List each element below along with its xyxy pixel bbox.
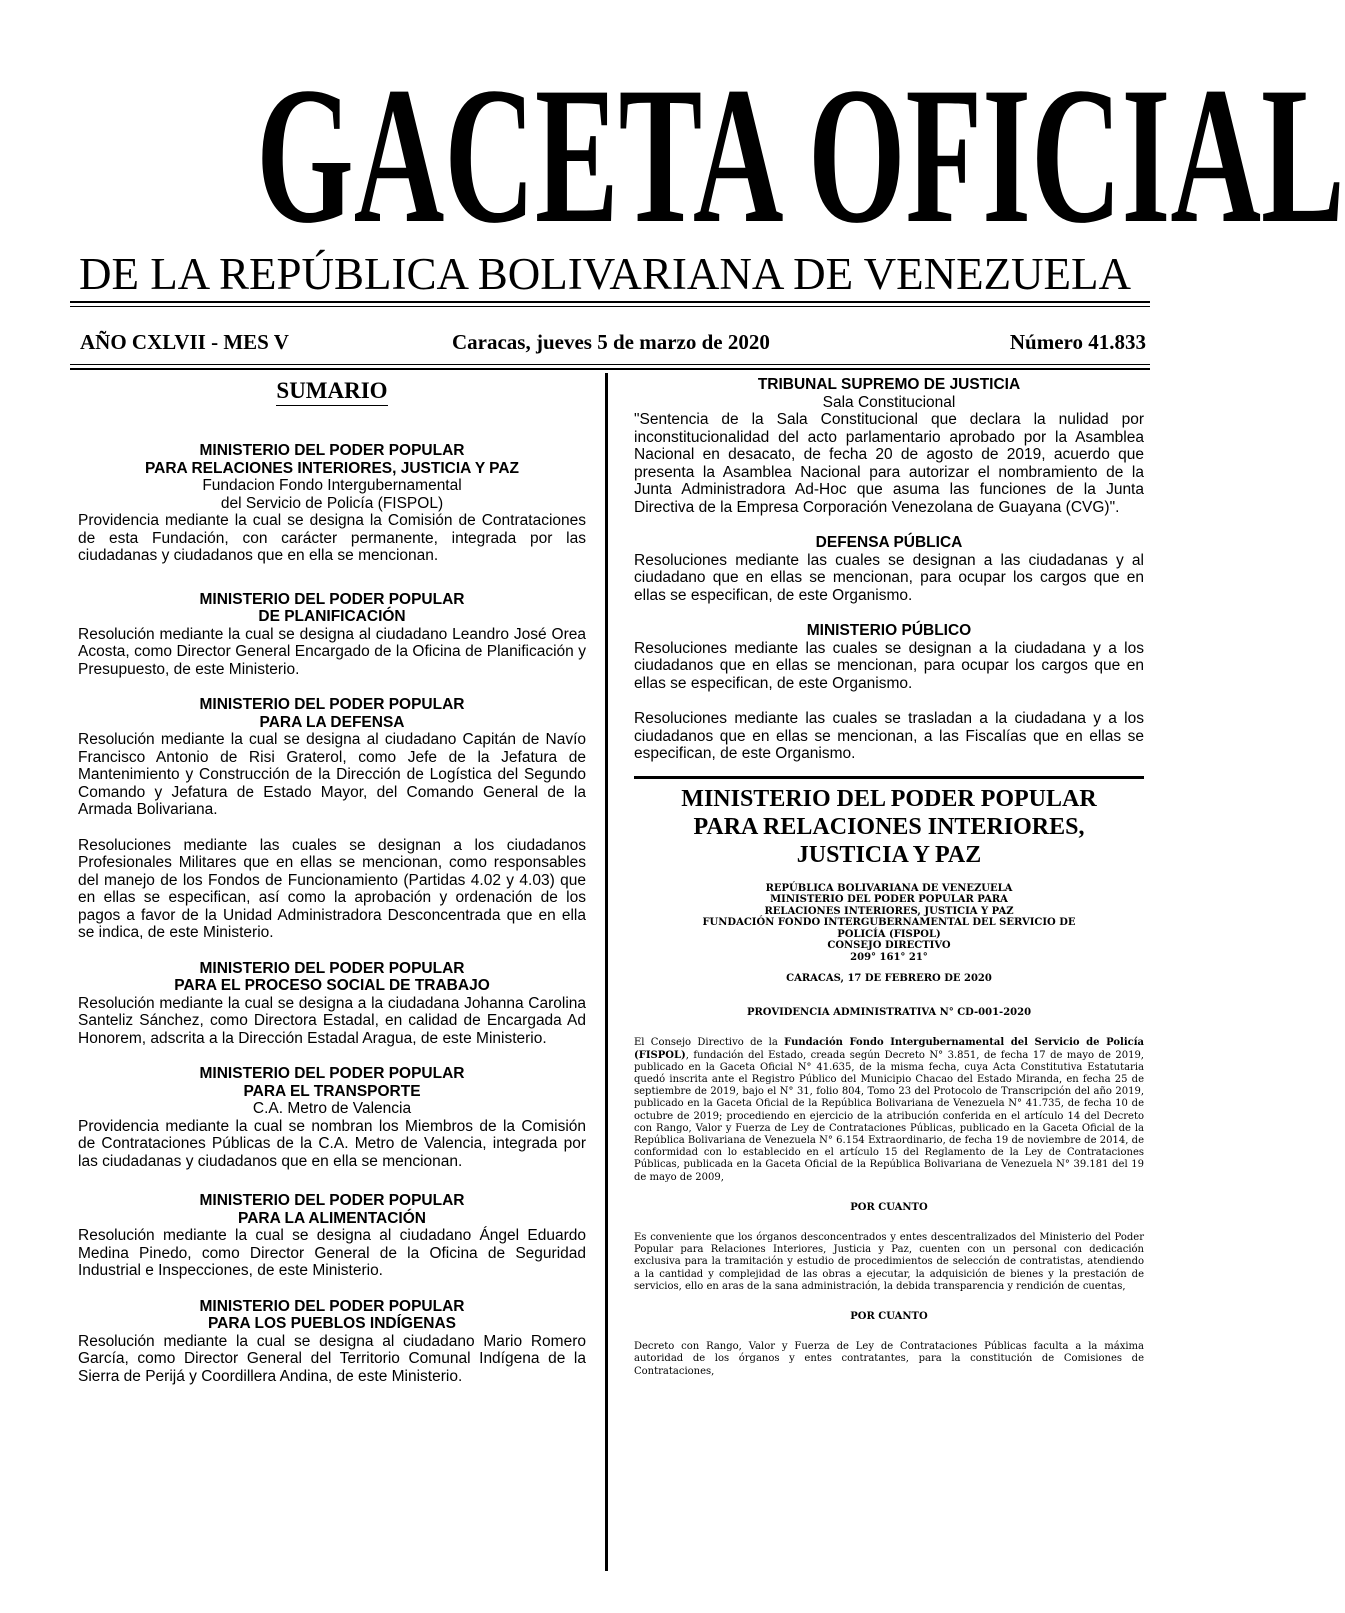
- section-heading: MINISTERIO DEL PODER POPULAR: [199, 1297, 465, 1315]
- section-text: "Sentencia de la Sala Constitucional que declara la nulidad por inconstitucionalidad del acto parlamentario aprobado por la Asamblea Nacional en desacato, de fecha 20 de agosto de 2019, acuerdo que presenta la Asamblea Nacional para autorizar el nombramiento de la Junta Administradora Ad-Hoc que asuma las funciones de la Junta Directiva de la Empresa Corporación Venezolana de Guayana (CVG)".: [634, 411, 1144, 516]
- section-text: Resolución mediante la cual se designa al ciudadano Ángel Eduardo Medina Pinedo, como Director General de la Oficina de Seguridad Industrial e Inspecciones, de este Ministerio.: [78, 1227, 586, 1279]
- section-subheading: del Servicio de Policía (FISPOL): [220, 494, 444, 512]
- header-rule-bottom: [70, 368, 1150, 370]
- section-subheading: Fundacion Fondo Intergubernamental: [202, 477, 462, 494]
- letterhead-line: REPÚBLICA BOLIVARIANA DE VENEZUELA: [765, 882, 1013, 894]
- header-rule-top: [70, 301, 1150, 303]
- section-heading: PARA LA ALIMENTACIÓN: [238, 1209, 426, 1227]
- section-heading: TRIBUNAL SUPREMO DE JUSTICIA: [757, 376, 1021, 393]
- summary-left-column: [78, 376, 586, 1398]
- issue-year-month: AÑO CXLVII - MES V: [80, 330, 289, 354]
- ministry-heading-line: JUSTICIA Y PAZ: [796, 841, 982, 868]
- summary-right-column: [634, 376, 1144, 1378]
- ministry-heading-line: PARA RELACIONES INTERIORES,: [693, 813, 1085, 840]
- masthead-subtitle: DE LA REPÚBLICA BOLIVARIANA DE VENEZUELA: [78, 249, 1132, 299]
- masthead-title: GACETA OFICIAL: [256, 47, 1345, 264]
- letterhead-line: 209° 161° 21°: [850, 951, 928, 963]
- summary-section: [78, 1298, 586, 1386]
- section-heading: MINISTERIO DEL PODER POPULAR: [199, 1065, 465, 1082]
- letterhead-line: CONSEJO DIRECTIVO: [827, 940, 951, 951]
- letterhead-line: POLICÍA (FISPOL): [837, 928, 941, 940]
- section-text: Providencia mediante la cual se nombran los Miembros de la Comisión de Contrataciones Públicas de la C.A. Metro de Valencia, integrada por las ciudadanas y ciudadanos que en ella se mencionan.: [78, 1117, 586, 1170]
- section-subheading: C.A. Metro de Valencia: [252, 1100, 412, 1117]
- section-text: Resoluciones mediante las cuales se designan a las ciudadanas y al ciudadano que en ellas se mencionan, para ocupar los cargos que en ellas se especifican, de este Organismo.: [634, 551, 1144, 604]
- section-heading: DE PLANIFICACIÓN: [258, 608, 406, 625]
- document-intro: El Consejo Directivo de la Fundación Fondo Intergubernamental del Servicio de Policía (FISPOL), fundación del Estado, creada según Decreto N° 3.851, de fecha 17 de mayo de 2019, publicado en la Gaceta Oficial N° 41.635, de la misma fecha, cuya Acta Constitutiva Estatutaria quedó inscrita ante el Registro Público del Municipio Chacao del Estado Miranda, en fecha 25 de septiembre de 2019, bajo el N° 31, folio 804, Tomo 23 del Protocolo de Transcripción del año 2019, publicado en la Gaceta Oficial de la República Bolivariana de Venezuela N° 41.735, de fecha 10 de octubre de 2019; procediendo en ejercicio de la atribución conferida en el artículo 14 del Decreto con Rango, Valor y Fuerza de Ley de Contrataciones Públicas, publicado en la Gaceta Oficial de la República Bolivariana de Venezuela N° 6.154 Extraordinario, de fecha 19 de noviembre de 2014, de conformidad con lo establecido en el artículo 15 del Reglamento de la Ley de Contrataciones Públicas, publicada en la Gaceta Oficial de la República Bolivariana de Venezuela N° 39.181 del 19 de mayo de 2009,: [634, 1037, 1144, 1183]
- section-subheading: Sala Constitucional: [822, 393, 956, 411]
- section-heading: MINISTERIO DEL PODER POPULAR: [199, 696, 465, 713]
- summary-section: [78, 1065, 586, 1170]
- section-heading: MINISTERIO DEL PODER POPULAR: [199, 442, 465, 459]
- por-cuanto-text: Decreto con Rango, Valor y Fuerza de Ley de Contrataciones Públicas faculta a la máxima autoridad de los órganos y entes contratantes, para la constitución de Comisiones de Contrataciones,: [634, 1341, 1144, 1377]
- section-text: Resoluciones mediante las cuales se trasladan a la ciudadana y a los ciudadanos que en ellas se mencionan, a las Fiscalías que en ellas se especifican, de este Organismo.: [634, 710, 1144, 762]
- ministry-heading: [634, 776, 1144, 869]
- providencia-document: [634, 883, 1144, 1378]
- section-text: Resolución mediante la cual se designa al ciudadano Capitán de Navío Francisco Antonio de Risi Graterol, como Jefe de la Jefatura de Mantenimiento y Construcción de la Dirección de Logística del Segundo Comando y Jefatura de Estado Mayor, del Comando General de la Armada Bolivariana.: [78, 731, 586, 818]
- document-place-date: CARACAS, 17 DE FEBRERO DE 2020: [786, 973, 992, 984]
- summary-section: [634, 622, 1144, 763]
- section-heading: DEFENSA PÚBLICA: [815, 534, 963, 551]
- letterhead-line: FUNDACIÓN FONDO INTERGUBERNAMENTAL DEL SERVICIO DE: [702, 917, 1076, 928]
- document-providencia-number: PROVIDENCIA ADMINISTRATIVA N° CD-001-2020: [746, 1007, 1032, 1019]
- issue-number: Número 41.833: [1009, 330, 1146, 354]
- section-text: Resolución mediante la cual se designa al ciudadano Leandro José Orea Acosta, como Director General Encargado de la Oficina de Planificación y Presupuesto, de este Ministerio.: [78, 625, 586, 678]
- ministry-heading-line: MINISTERIO DEL PODER POPULAR: [681, 785, 1097, 812]
- section-text: Resoluciones mediante las cuales se designan a los ciudadanos Profesionales Militares que en ellas se mencionan, como responsables del manejo de los Fondos de Funcionamiento (Partidas 4.02 y 4.03) que en ellas se especifican, así como la aprobación y ordenación de los pagos a favor de la Unidad Administradora Desconcentrada que en ella se indica, de este Ministerio.: [78, 836, 586, 941]
- section-text: Resoluciones mediante las cuales se designan a la ciudadana y a los ciudadanos que en ellas se mencionan, para ocupar los cargos que en ellas se especifican, de este Organismo.: [634, 639, 1144, 692]
- summary-title: SUMARIO: [78, 376, 586, 406]
- summary-section: [78, 442, 586, 565]
- summary-section: [78, 696, 586, 942]
- section-heading: PARA RELACIONES INTERIORES, JUSTICIA Y PAZ: [144, 459, 520, 477]
- header-rule-top-thin: [70, 306, 1150, 307]
- summary-section: [634, 534, 1144, 604]
- letterhead-line: MINISTERIO DEL PODER POPULAR PARA: [770, 894, 1008, 905]
- issue-place-date: Caracas, jueves 5 de marzo de 2020: [452, 330, 770, 354]
- por-cuanto-label: POR CUANTO: [850, 1201, 928, 1213]
- summary-section: [78, 1192, 586, 1280]
- summary-section: [78, 591, 586, 679]
- section-text: Resolución mediante la cual se designa a la ciudadana Johanna Carolina Santeliz Sánchez, como Directora Estadal, en calidad de Encargada Ad Honorem, adscrita a la Dirección Estadal Aragua, de este Ministerio.: [78, 994, 586, 1047]
- section-heading: PARA EL TRANSPORTE: [243, 1082, 421, 1100]
- section-heading: PARA LA DEFENSA: [259, 713, 405, 731]
- por-cuanto-label: POR CUANTO: [850, 1311, 928, 1323]
- summary-section: [78, 960, 586, 1048]
- section-heading: MINISTERIO DEL PODER POPULAR: [199, 1192, 465, 1209]
- header-rule-bottom-thin: [70, 364, 1150, 365]
- section-heading: PARA LOS PUEBLOS INDÍGENAS: [207, 1315, 457, 1332]
- section-heading: PARA EL PROCESO SOCIAL DE TRABAJO: [174, 977, 490, 994]
- section-heading: MINISTERIO DEL PODER POPULAR: [199, 590, 465, 608]
- por-cuanto-text: Es conveniente que los órganos desconcentrados y entes descentralizados del Ministerio del Poder Popular para Relaciones Interiores, Justicia y Paz, cuenten con un personal con dedicación exclusiva para la tramitación y estudio de procedimientos de selección de contratistas, atendiendo a la cantidad y complejidad de las obras a ejecutar, la adquisición de bienes y la prestación de servicios, ello en aras de la sana administración, la debida transparencia y rendición de cuentas,: [634, 1232, 1144, 1292]
- document-letterhead: [634, 883, 1144, 964]
- section-text: Resolución mediante la cual se designa al ciudadano Mario Romero García, como Director General del Territorio Comunal Indígena de la Sierra de Perijá y Coordillera Andina, de este Ministerio.: [78, 1332, 586, 1385]
- section-heading: MINISTERIO DEL PODER POPULAR: [199, 959, 465, 977]
- letterhead-line: RELACIONES INTERIORES, JUSTICIA Y PAZ: [764, 905, 1014, 917]
- section-text: Providencia mediante la cual se designa la Comisión de Contrataciones de esta Fundación, con carácter permanente, integrada por las ciudadanas y ciudadanos que en ella se mencionan.: [78, 512, 586, 564]
- column-divider: [605, 373, 608, 1571]
- section-heading: MINISTERIO PÚBLICO: [806, 622, 972, 639]
- summary-section: [634, 376, 1144, 516]
